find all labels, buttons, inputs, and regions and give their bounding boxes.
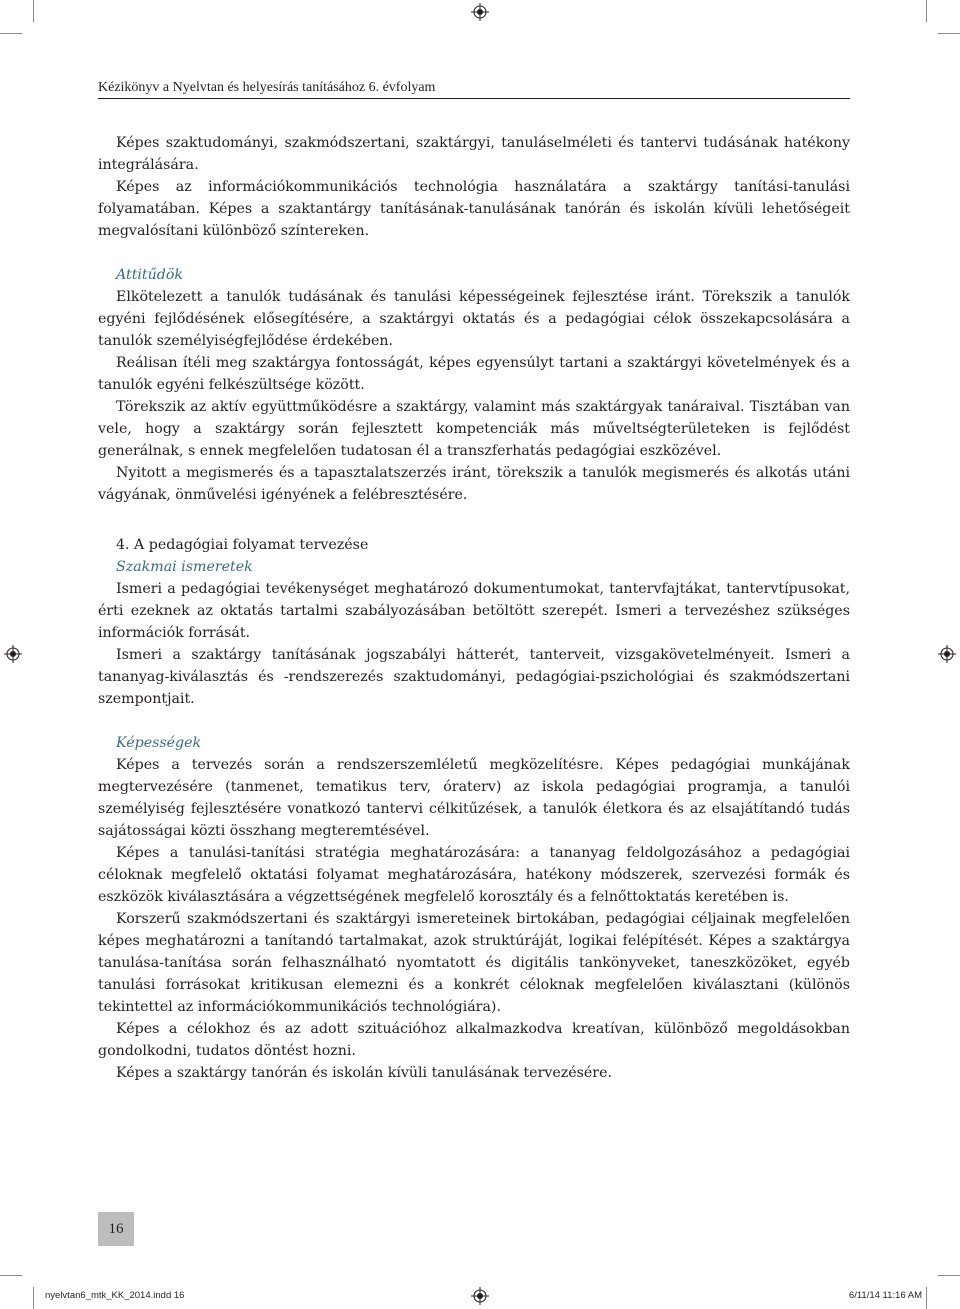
registration-mark-icon [4, 645, 22, 663]
crop-mark [926, 1287, 927, 1309]
crop-mark [33, 1287, 34, 1309]
crop-mark [33, 0, 34, 22]
registration-mark-icon [471, 1287, 489, 1305]
crop-mark [0, 33, 22, 34]
subheading-knowledge: Szakmai ismeretek [116, 559, 253, 575]
body-paragraph: Képes a szaktárgy tanórán és iskolán kívüli tanulásának tervezésére. [116, 1065, 612, 1081]
body-paragraph: Elkötelezett a tanulók tudásának és tanulási képességeinek fejlesztése iránt. Törekszik a tanulók egyéni fejlődésének elősegítésére, a szaktárgyi oktatás és a pedagógiai célok összekapcsolására a tanulók személyiségfejlődése érdekében. [98, 289, 850, 349]
crop-mark [926, 0, 927, 22]
slug-filename: nyelvtan6_mtk_KK_2014.indd 16 [45, 1290, 185, 1301]
crop-mark [0, 1275, 22, 1276]
header-rule [98, 98, 850, 99]
body-paragraph: Képes szaktudományi, szakmódszertani, szaktárgyi, tanuláselméleti és tantervi tudásának hatékony integrálására. [98, 135, 850, 173]
body-paragraph: Képes a célokhoz és az adott szituációhoz alkalmazkodva kreatívan, különböző megoldásokban gondolkodni, tudatos döntést hozni. [98, 1021, 850, 1059]
body-paragraph: Képes a tanulási-tanítási stratégia meghatározására: a tananyag feldolgozásához a pedagógiai céloknak megfelelő oktatási folyamat meghatározására, hatékony módszerek, szervezési formák és eszközök kiválasztására a végzettségének megfelelő korosztály és a felnőttoktatás keretében is. [98, 845, 850, 905]
slug-timestamp: 6/11/14 11:16 AM [848, 1290, 922, 1301]
body-paragraph: Nyitott a megismerés és a tapasztalatszerzés iránt, törekszik a tanulók megismerés és alkotás utáni vágyának, önművelési igényének a felébresztésére. [98, 465, 850, 503]
body-paragraph: Korszerű szakmódszertani és szaktárgyi ismereteinek birtokában, pedagógiai céljainak megfelelően képes meghatározni a tanítandó tartalmakat, azok struktúráját, logikai felépítését. Képes a szaktárgya tanulása-tanítása során felhasználható nyomtatott és digitális tankönyveket, taneszközöket, egyéb tanulási forrásokat kritikusan elemezni és a konkrét céloknak megfelelően kiválasztani (különös tekintettel az információkommunikációs technológiára). [98, 911, 850, 1015]
subheading-attitudes: Attitűdök [116, 267, 183, 283]
running-header: Kézikönyv a Nyelvtan és helyesírás tanításához 6. évfolyam [98, 80, 436, 95]
section-title: 4. A pedagógiai folyamat tervezése [116, 537, 369, 553]
body-paragraph: Ismeri a szaktárgy tanításának jogszabályi hátterét, tanterveit, vizsgakövetelményeit. Ismeri a tananyag-kiválasztás és -rendszerezés szaktudományi, pedagógiai-pszichológiai és szakmódszertani szempontjait. [98, 647, 850, 707]
crop-mark [938, 1275, 960, 1276]
body-paragraph: Képes az információkommunikációs technológia használatára a szaktárgy tanítási-tanulási folyamatában. Képes a szaktantárgy tanításának-tanulásának tanórán és iskolán kívüli lehetőségeit megvalósítani különböző színtereken. [98, 179, 850, 239]
subheading-skills: Képességek [116, 735, 202, 751]
page-content [98, 132, 850, 1084]
body-paragraph: Törekszik az aktív együttműködésre a szaktárgy, valamint más szaktárgyak tanáraival. Tisztában van vele, hogy a szaktárgy során fejlesztett kompetenciák más műveltségterületeken is fejlődést generálnak, s ennek megfelelően tudatosan él a transzferhatás pedagógiai eszközével. [98, 399, 850, 459]
registration-mark-icon [471, 3, 489, 21]
body-paragraph: Reálisan ítéli meg szaktárgya fontosságát, képes egyensúlyt tartani a szaktárgyi követelmények és a tanulók egyéni felkészültsége között. [98, 355, 850, 393]
registration-mark-icon [938, 645, 956, 663]
body-paragraph: Képes a tervezés során a rendszerszemléletű megközelítésre. Képes pedagógiai munkájának megtervezésére (tanmenet, tematikus terv, óraterv) az iskola pedagógiai programja, a tanulói személyiség fejlesztésére vonatkozó tantervi célkitűzések, a tanulók életkora és az elsajátítandó tudás sajátosságai közti összhang megteremtésével. [98, 757, 850, 839]
crop-mark [938, 33, 960, 34]
body-paragraph: Ismeri a pedagógiai tevékenységet meghatározó dokumentumokat, tantervfajtákat, tantervtípusokat, érti ezeknek az oktatás tartalmi szabályozásában betöltött szerepét. Ismeri a tervezéshez szükséges információk forrását. [98, 581, 850, 641]
page-number: 16 [98, 1212, 134, 1246]
